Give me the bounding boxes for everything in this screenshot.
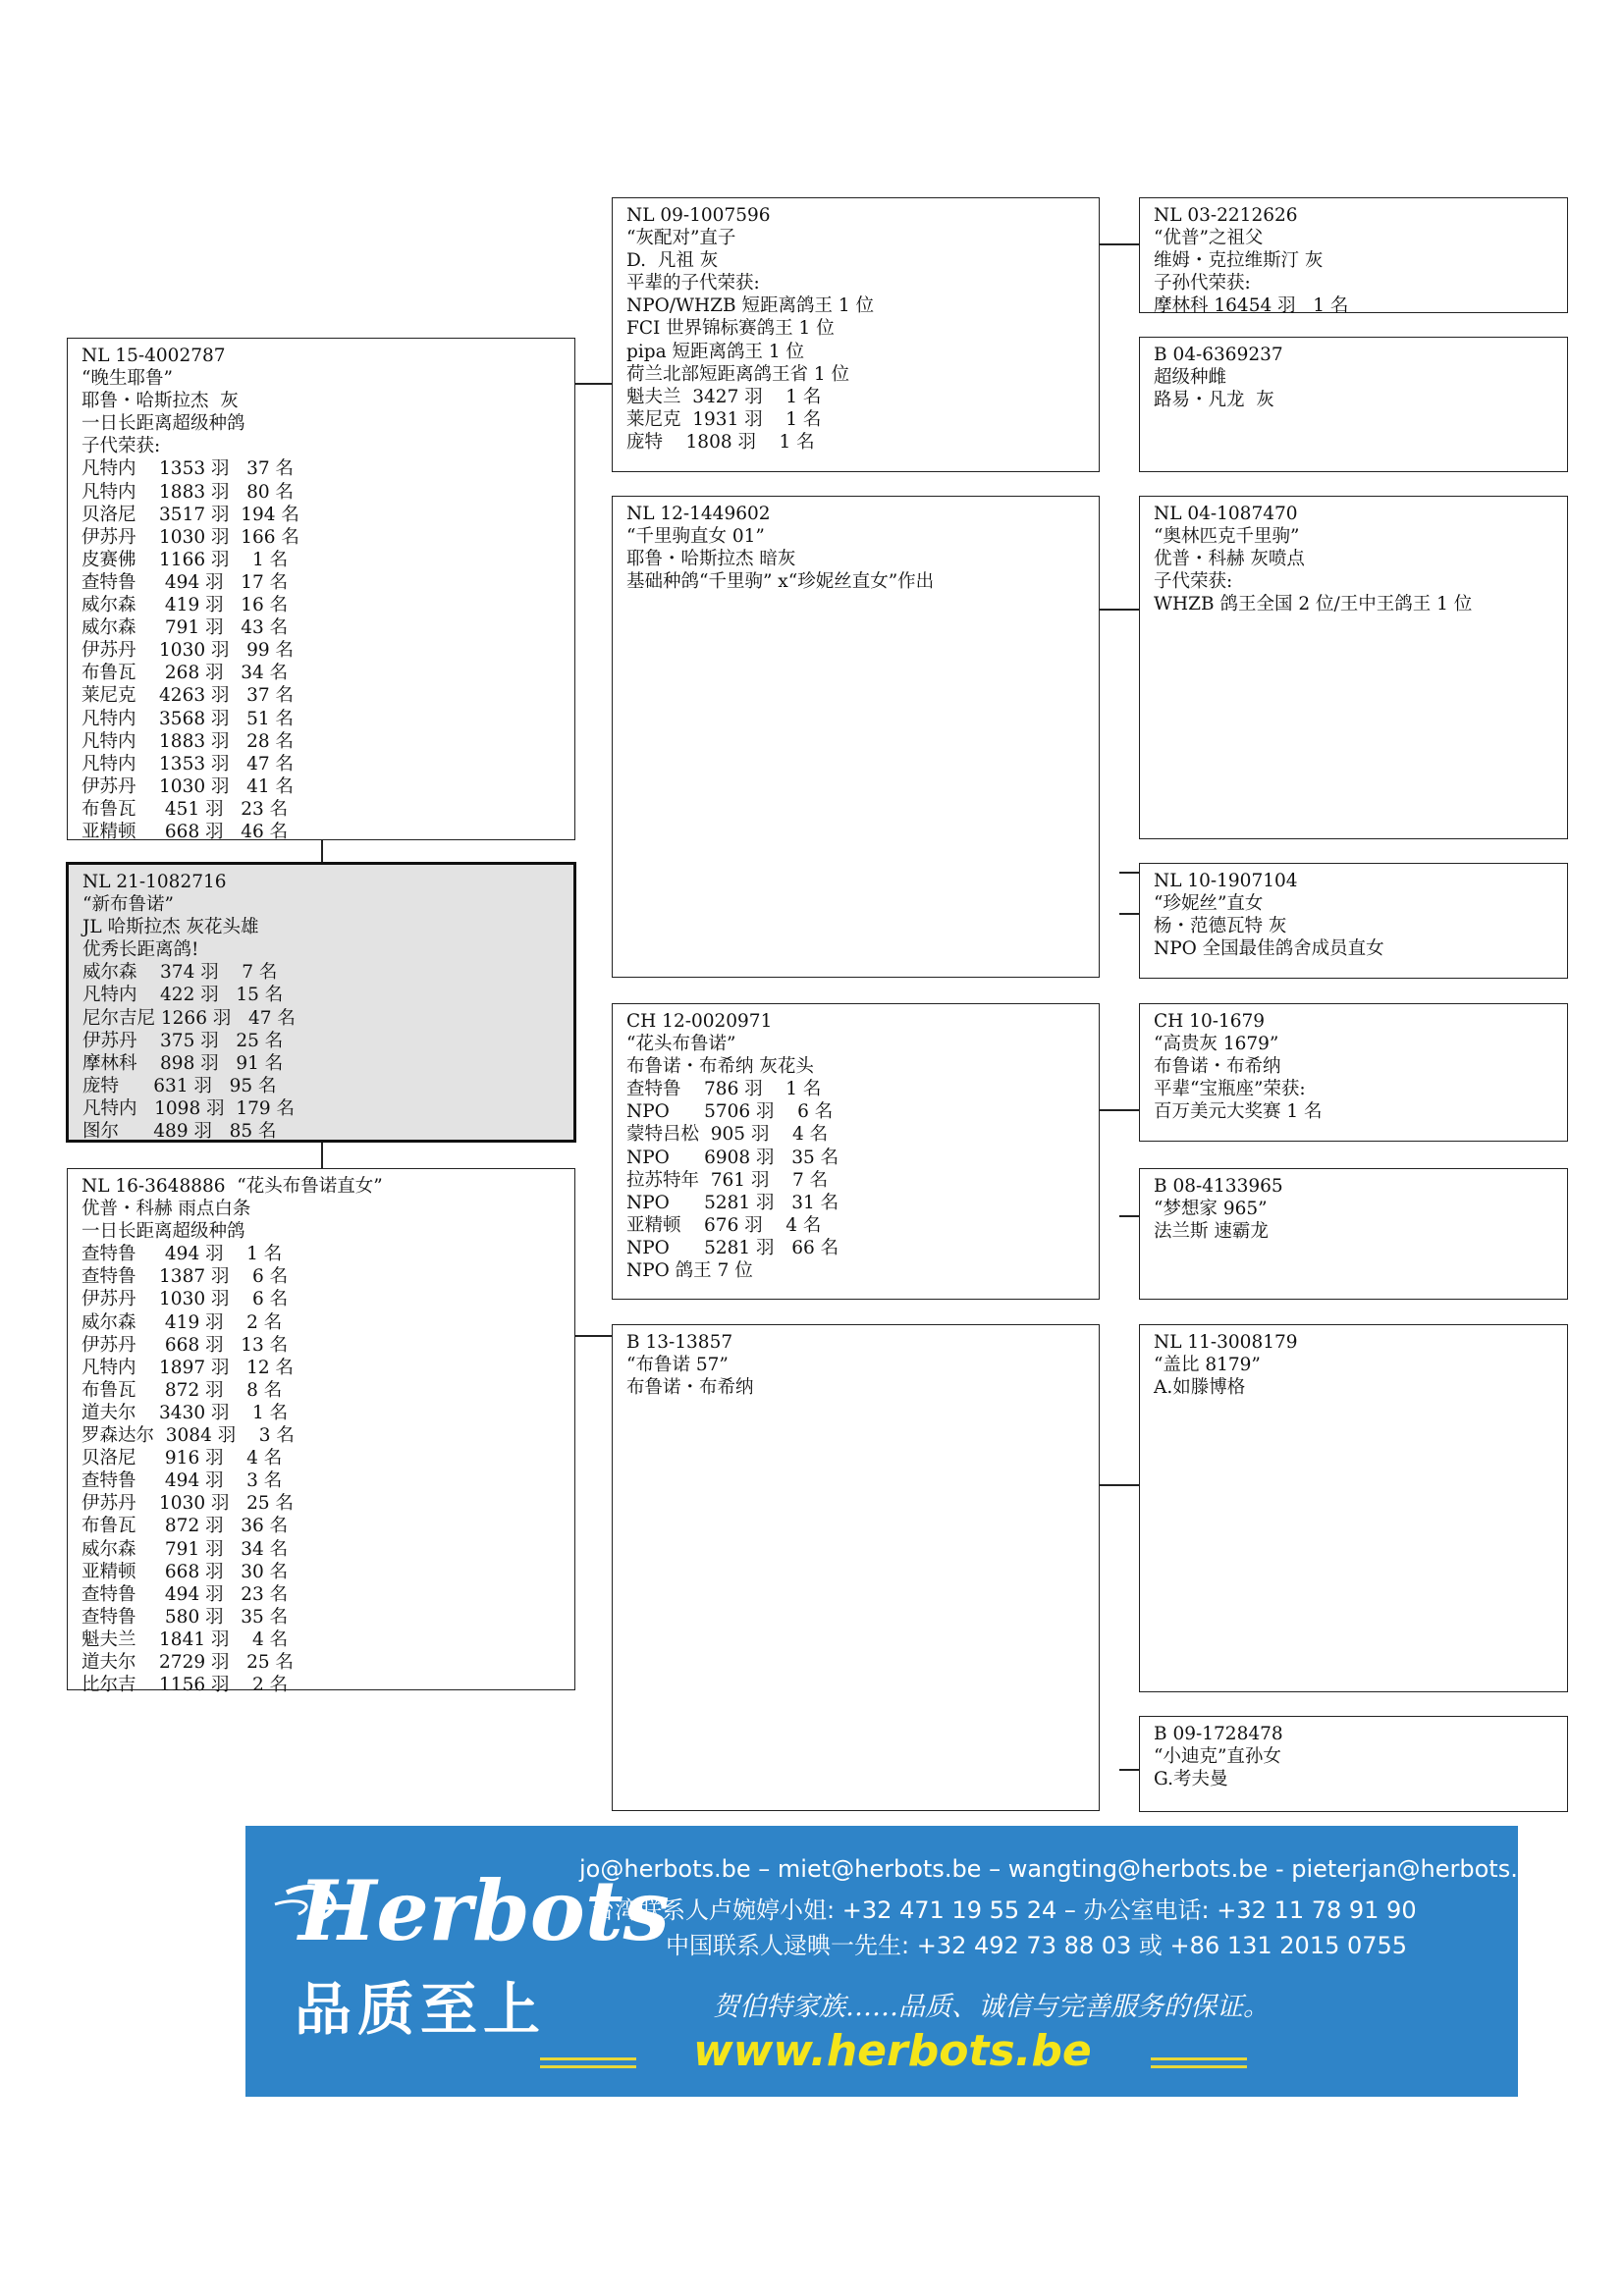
card-line: 亚精顿 676 羽 4 名 bbox=[626, 1214, 822, 1236]
card-line: 布鲁诺・布希纳 bbox=[626, 1377, 754, 1399]
card-line: “优普”之祖父 bbox=[1154, 228, 1264, 249]
china-contact-line: 中国联系人逯晪一先生: +32 492 73 88 03 或 +86 131 2015 0755 bbox=[666, 1932, 1408, 1959]
tagline: 贺伯特家族……品质、诚信与完善服务的保证。 bbox=[713, 1992, 1270, 2022]
card-line: 荷兰北部短距离鸽王省 1 位 bbox=[626, 363, 850, 385]
dam-dam-sire-card bbox=[1139, 1324, 1568, 1692]
card-line: 平辈的子代荣获: bbox=[626, 273, 760, 294]
card-line: NL 21-1082716 bbox=[82, 872, 227, 892]
card-line: NL 11-3008179 bbox=[1154, 1332, 1298, 1353]
connector bbox=[321, 1141, 323, 1168]
card-line: 百万美元大奖赛 1 名 bbox=[1154, 1101, 1323, 1123]
card-line: “高贵灰 1679” bbox=[1154, 1034, 1279, 1055]
herbots-logo bbox=[269, 1853, 670, 1961]
decor-line-right bbox=[1151, 2057, 1247, 2060]
card-line: 魁夫兰 3427 羽 1 名 bbox=[626, 386, 822, 407]
card-line: 凡特内 1897 羽 12 名 bbox=[81, 1357, 295, 1378]
dam-sire-card bbox=[612, 1003, 1100, 1300]
sire-card bbox=[67, 338, 575, 840]
card-line: NPO 6908 羽 35 名 bbox=[626, 1147, 839, 1168]
dam-dam-card bbox=[612, 1324, 1100, 1811]
card-line: 贝洛尼 916 羽 4 名 bbox=[81, 1448, 283, 1469]
card-line: 伊苏丹 1030 羽 41 名 bbox=[81, 775, 295, 797]
card-line: B 09-1728478 bbox=[1154, 1724, 1283, 1744]
card-line: 基础种鸽“千里驹” x“珍妮丝直女”作出 bbox=[626, 571, 935, 593]
connector bbox=[1119, 913, 1141, 915]
sire-dam-sire-card bbox=[1139, 496, 1568, 839]
connector bbox=[1100, 609, 1141, 611]
card-line: 凡特内 1883 羽 80 名 bbox=[81, 481, 295, 503]
sire-dam-dam-card bbox=[1139, 863, 1568, 979]
card-line: 威尔森 419 羽 16 名 bbox=[81, 595, 289, 616]
card-line: 一日长距离超级种鸽 bbox=[81, 1221, 245, 1243]
card-line: 查特鲁 494 羽 1 名 bbox=[81, 1244, 283, 1265]
sire-sire-dam-card bbox=[1139, 337, 1568, 472]
card-line: 凡特内 1883 羽 28 名 bbox=[81, 730, 295, 752]
card-line: B 04-6369237 bbox=[1154, 345, 1283, 365]
card-line: 维姆・克拉维斯汀 灰 bbox=[1154, 250, 1324, 272]
sire-dam-card bbox=[612, 496, 1100, 978]
card-line: 比尔吉 1156 羽 2 名 bbox=[81, 1675, 289, 1696]
connector bbox=[1119, 1215, 1141, 1217]
card-line: 耶鲁・哈斯拉杰 灰 bbox=[81, 391, 239, 412]
card-line: 布鲁瓦 268 羽 34 名 bbox=[81, 663, 289, 684]
dam-sire-sire-card bbox=[1139, 1003, 1568, 1142]
card-line: 威尔森 374 羽 7 名 bbox=[82, 962, 278, 984]
card-line: NL 09-1007596 bbox=[626, 205, 771, 226]
card-line: 威尔森 791 羽 43 名 bbox=[81, 617, 289, 639]
email-line: jo@herbots.be – miet@herbots.be – wangting@herbots.be - pieterjan@herbots.be bbox=[579, 1855, 1547, 1883]
card-line: “晚生耶鲁” bbox=[81, 368, 173, 390]
card-line: CH 10-1679 bbox=[1154, 1011, 1266, 1032]
card-line: 威尔森 791 羽 34 名 bbox=[81, 1538, 289, 1560]
card-line: 道夫尔 2729 羽 25 名 bbox=[81, 1651, 295, 1673]
card-line: 凡特内 422 羽 15 名 bbox=[82, 985, 284, 1006]
card-line: 凡特内 1353 羽 47 名 bbox=[81, 753, 295, 774]
card-line: 皮赛佛 1166 羽 1 名 bbox=[81, 549, 289, 570]
sire-sire-card bbox=[612, 197, 1100, 472]
connector bbox=[573, 383, 613, 385]
card-line: 优普・科赫 雨点白条 bbox=[81, 1199, 251, 1220]
connector bbox=[1100, 1484, 1141, 1486]
card-line: “新布鲁诺” bbox=[82, 894, 174, 916]
card-line: G.考夫曼 bbox=[1154, 1769, 1228, 1790]
card-line: 伊苏丹 1030 羽 99 名 bbox=[81, 640, 295, 662]
card-line: NL 16-3648886 “花头布鲁诺直女” bbox=[81, 1176, 383, 1197]
card-line: 杨・范德瓦特 灰 bbox=[1154, 916, 1287, 937]
taiwan-contact-line: 台湾联系人卢婉婷小姐: +32 471 19 55 24 – 办公室电话: +32 11 78 91 90 bbox=[591, 1896, 1417, 1924]
card-line: 贝洛尼 3517 羽 194 名 bbox=[81, 504, 299, 525]
card-line: pipa 短距离鸽王 1 位 bbox=[626, 341, 805, 362]
card-line: NPO 5281 羽 66 名 bbox=[626, 1237, 839, 1258]
card-line: 超级种雌 bbox=[1154, 367, 1227, 389]
card-line: 查特鲁 494 羽 17 名 bbox=[81, 571, 289, 593]
card-line: “珍妮丝”直女 bbox=[1154, 893, 1264, 915]
dam-dam-dam-card bbox=[1139, 1716, 1568, 1812]
card-line: 凡特内 1098 羽 179 名 bbox=[82, 1097, 296, 1119]
card-line: 莱尼克 1931 羽 1 名 bbox=[626, 408, 822, 430]
card-line: 亚精顿 668 羽 30 名 bbox=[81, 1561, 289, 1582]
card-line: CH 12-0020971 bbox=[626, 1011, 773, 1032]
card-line: NPO 全国最佳鸽舍成员直女 bbox=[1154, 938, 1384, 960]
card-line: 莱尼克 4263 羽 37 名 bbox=[81, 685, 295, 707]
card-line: 一日长距离超级种鸽 bbox=[81, 413, 245, 435]
card-line: 子孙代荣获: bbox=[1154, 273, 1251, 294]
connector bbox=[1119, 872, 1141, 874]
card-line: 伊苏丹 1030 羽 6 名 bbox=[81, 1289, 289, 1310]
card-line: 布鲁诺・布希纳 灰花头 bbox=[626, 1056, 814, 1078]
card-line: 道夫尔 3430 羽 1 名 bbox=[81, 1402, 289, 1423]
card-line: NPO 5281 羽 31 名 bbox=[626, 1192, 839, 1213]
card-line: 查特鲁 580 羽 35 名 bbox=[81, 1606, 289, 1628]
card-line: 耶鲁・哈斯拉杰 暗灰 bbox=[626, 549, 796, 570]
card-line: 查特鲁 494 羽 23 名 bbox=[81, 1583, 289, 1605]
card-line: 布鲁瓦 451 羽 23 名 bbox=[81, 798, 289, 820]
card-line: 优普・科赫 灰喷点 bbox=[1154, 549, 1305, 570]
slogan: 品质至上 bbox=[295, 1976, 547, 2043]
card-line: B 13-13857 bbox=[626, 1332, 733, 1353]
card-line: 路易・凡龙 灰 bbox=[1154, 390, 1274, 411]
card-line: “千里驹直女 01” bbox=[626, 526, 765, 548]
card-line: 子代荣获: bbox=[1154, 571, 1233, 593]
card-line: “花头布鲁诺” bbox=[626, 1034, 736, 1055]
card-line: 蒙特吕松 905 羽 4 名 bbox=[626, 1124, 829, 1146]
card-line: 布鲁瓦 872 羽 36 名 bbox=[81, 1516, 289, 1537]
card-line: 凡特内 3568 羽 51 名 bbox=[81, 708, 295, 729]
card-line: 伊苏丹 1030 羽 25 名 bbox=[81, 1493, 295, 1515]
decor-line-left bbox=[540, 2065, 636, 2068]
card-line: “布鲁诺 57” bbox=[626, 1355, 729, 1376]
card-line: D. 凡祖 灰 bbox=[626, 250, 719, 272]
card-line: “奥林匹克千里驹” bbox=[1154, 526, 1300, 548]
card-line: NPO 5706 羽 6 名 bbox=[626, 1101, 834, 1123]
herbots-banner bbox=[245, 1826, 1547, 2097]
card-line: “小迪克”直孙女 bbox=[1154, 1746, 1281, 1768]
card-line: 伊苏丹 668 羽 13 名 bbox=[81, 1334, 289, 1356]
connector bbox=[321, 840, 323, 862]
card-line: 伊苏丹 1030 羽 166 名 bbox=[81, 526, 299, 548]
card-line: B 08-4133965 bbox=[1154, 1176, 1283, 1197]
card-line: 布鲁诺・布希纳 bbox=[1154, 1056, 1281, 1078]
card-line: 罗森达尔 3084 羽 3 名 bbox=[81, 1425, 295, 1447]
card-line: “灰配对”直子 bbox=[626, 228, 736, 249]
card-line: WHZB 鸽王全国 2 位/王中王鸽王 1 位 bbox=[1154, 594, 1473, 615]
card-line: 查特鲁 494 羽 3 名 bbox=[81, 1470, 283, 1492]
card-line: 子代荣获: bbox=[81, 436, 161, 457]
card-line: 魁夫兰 1841 羽 4 名 bbox=[81, 1629, 289, 1650]
subject-card bbox=[66, 862, 576, 1143]
card-line: 查特鲁 786 羽 1 名 bbox=[626, 1079, 822, 1100]
card-line: NL 10-1907104 bbox=[1154, 871, 1298, 891]
card-line: NL 04-1087470 bbox=[1154, 504, 1298, 524]
card-line: NPO 鸽王 7 位 bbox=[626, 1260, 753, 1282]
card-line: 平辈“宝瓶座”荣获: bbox=[1154, 1079, 1306, 1100]
card-line: NPO/WHZB 短距离鸽王 1 位 bbox=[626, 295, 875, 317]
dam-sire-dam-card bbox=[1139, 1168, 1568, 1300]
card-line: 亚精顿 668 羽 46 名 bbox=[81, 821, 289, 842]
card-line: 伊苏丹 375 羽 25 名 bbox=[82, 1030, 284, 1051]
card-line: NL 12-1449602 bbox=[626, 504, 771, 524]
card-line: 优秀长距离鸽! bbox=[82, 939, 199, 961]
card-line: 查特鲁 1387 羽 6 名 bbox=[81, 1266, 289, 1288]
svg-text:Herbots: Herbots bbox=[298, 1862, 670, 1959]
connector bbox=[1100, 243, 1141, 245]
card-line: 庞特 631 羽 95 名 bbox=[82, 1075, 277, 1096]
decor-line-left bbox=[540, 2057, 636, 2060]
dam-card bbox=[67, 1168, 575, 1696]
card-line: NL 03-2212626 bbox=[1154, 205, 1298, 226]
card-line: 布鲁瓦 872 羽 8 名 bbox=[81, 1379, 283, 1401]
card-line: JL 哈斯拉杰 灰花头雄 bbox=[82, 917, 259, 938]
card-line: FCI 世界锦标赛鸽王 1 位 bbox=[626, 318, 835, 340]
website-link[interactable]: www.herbots.be bbox=[693, 2026, 1092, 2076]
card-line: 法兰斯 速霸龙 bbox=[1154, 1221, 1269, 1243]
card-line: 摩林科 898 羽 91 名 bbox=[82, 1052, 284, 1074]
card-line: 摩林科 16454 羽 1 名 bbox=[1154, 295, 1349, 317]
card-line: 庞特 1808 羽 1 名 bbox=[626, 431, 815, 453]
decor-line-right bbox=[1151, 2065, 1247, 2068]
card-line: A.如滕博格 bbox=[1154, 1377, 1246, 1399]
connector bbox=[1119, 1769, 1141, 1771]
card-line: 凡特内 1353 羽 37 名 bbox=[81, 458, 295, 480]
card-line: “盖比 8179” bbox=[1154, 1355, 1261, 1376]
card-line: “梦想家 965” bbox=[1154, 1199, 1268, 1220]
connector bbox=[573, 1335, 613, 1337]
card-line: 拉苏特年 761 羽 7 名 bbox=[626, 1169, 829, 1191]
card-line: 威尔森 419 羽 2 名 bbox=[81, 1311, 283, 1333]
card-line: 尼尔吉尼 1266 羽 47 名 bbox=[82, 1007, 296, 1029]
connector bbox=[1100, 1109, 1141, 1111]
card-line: 图尔 489 羽 85 名 bbox=[82, 1121, 277, 1143]
card-line: NL 15-4002787 bbox=[81, 346, 226, 366]
sire-sire-sire-card bbox=[1139, 197, 1568, 317]
